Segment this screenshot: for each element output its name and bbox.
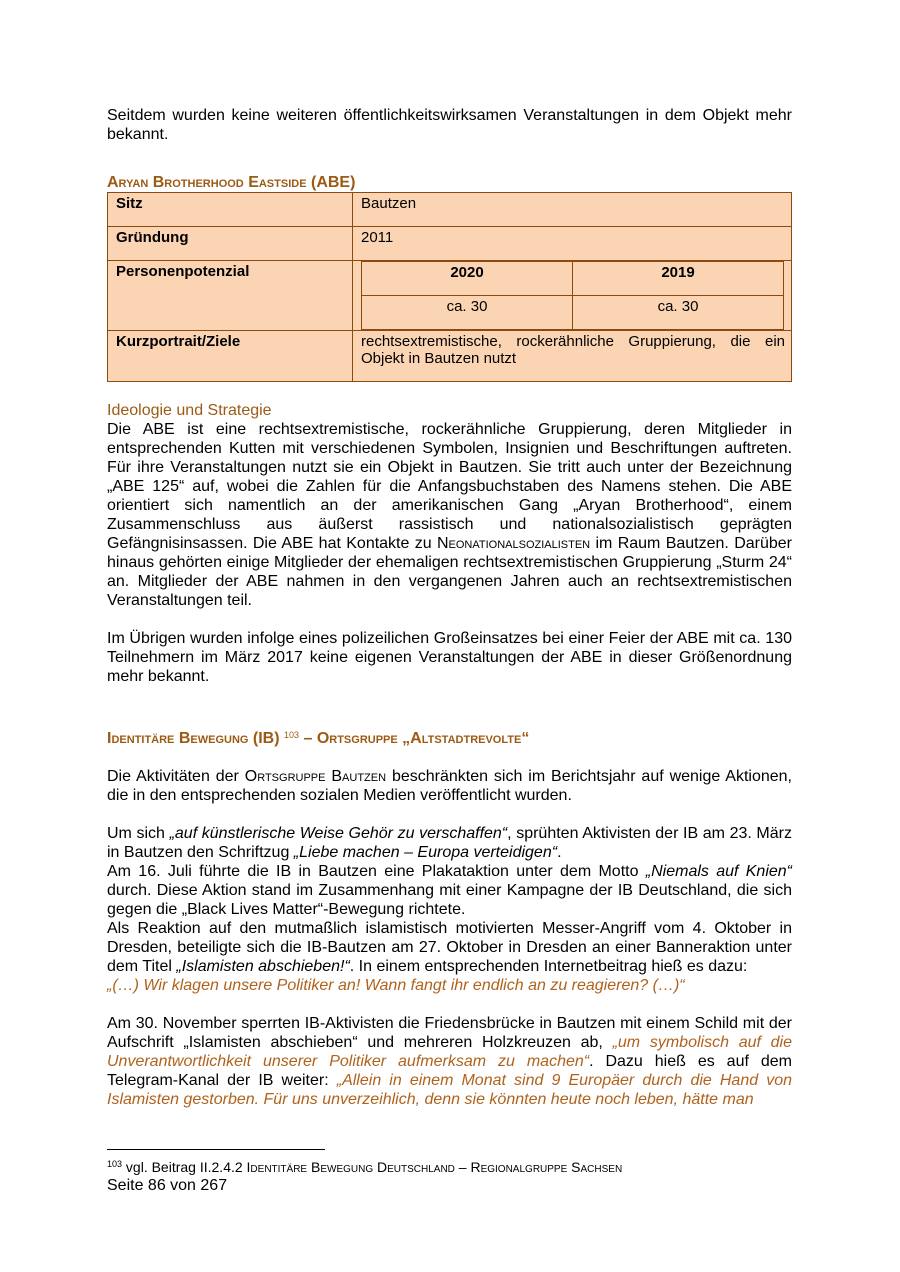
footnote-ref[interactable]: 103	[284, 730, 300, 740]
footnote: $^{103}$ vgl. Beitrag II.2.4.2 Identitäre Bewegung Deutschland – Regionalgruppe Sachsen	[107, 1159, 623, 1175]
personenpotenzial-label: Personenpotenzial	[108, 261, 353, 331]
table-row	[108, 227, 792, 261]
gruendung-value: 2011	[353, 227, 792, 261]
year-2020-header: 2020	[362, 262, 573, 296]
ib-paragraph-2: Um sich „auf künstlerische Weise Gehör zu verschaffen“, sprühten Aktivisten der IB am 23. März in Bautzen den Schriftzug „Liebe machen – Europa verteidigen“.	[107, 825, 792, 861]
footnote-divider	[107, 1149, 325, 1150]
intro-paragraph: Seitdem wurden keine weiteren öffentlichkeitswirksamen Veranstaltungen in dem Objekt mehr bekannt.	[107, 107, 792, 143]
sitz-value: Bautzen	[353, 193, 792, 227]
table-row	[108, 261, 792, 331]
value-2020: ca. 30	[362, 296, 573, 330]
ideologie-subheading: Ideologie und Strategie	[107, 402, 272, 419]
abe-paragraph-1: Die ABE ist eine rechtsextremistische, rockerähnliche Gruppierung, deren Mitglieder in entsprechenden Kutten mit verschiedenen Symbolen, Insignien und Beschriftungen auftreten. Für ihre Veranstaltungen nutzt sie ein Objekt in Bautzen. Sie tritt auch unter der Bezeichnung „ABE 125“ auf, wobei die Zahlen für die Anfangsbuchstaben des Namens stehen. Die ABE orientiert sich namentlich an der amerikanischen Gang „Aryan Brotherhood“, einem Zusammenschluss aus äußerst rassistisch und nationalsozialistisch geprägten Gefängnisinsassen. Die ABE hat Kontakte zu Neonationalsozialisten im Raum Bautzen. Darüber hinaus gehörten einige Mitglieder der ehemaligen rechtsextremistischen Gruppierung „Sturm 24“ an. Mitglieder der ABE nahmen in den vergangenen Jahren auch an rechtsextremistischen Veranstaltungen teil.	[107, 421, 792, 609]
ib-paragraph-3: Am 16. Juli führte die IB in Bautzen eine Plakataktion unter dem Motto „Niemals auf Knien“ durch. Diese Aktion stand im Zusammenhang mit einer Kampagne der IB Deutschland, die sich gegen die „Black Lives Matter“-Bewegung richtete.	[107, 863, 792, 918]
abe-heading: Aryan Brotherhood Eastside (ABE)	[107, 174, 356, 191]
gruendung-label: Gründung	[108, 227, 353, 261]
personenpotenzial-table	[361, 261, 784, 330]
sitz-label: Sitz	[108, 193, 353, 227]
kurzportrait-label: Kurzportrait/Ziele	[108, 331, 353, 382]
table-row	[108, 331, 792, 382]
document-page	[107, 106, 792, 1195]
value-2019: ca. 30	[573, 296, 784, 330]
abe-paragraph-2: Im Übrigen wurden infolge eines polizeilichen Großeinsatzes bei einer Feier der ABE mit ca. 130 Teilnehmern im März 2017 keine eigenen Veranstaltungen der ABE in dieser Größenordnung mehr bekannt.	[107, 630, 792, 685]
kurzportrait-value: rechtsextremistische, rockerähnliche Gruppierung, die ein Objekt in Bautzen nutzt	[353, 331, 792, 382]
personenpotenzial-cell	[353, 261, 792, 331]
ib-paragraph-1: Die Aktivitäten der Ortsgruppe Bautzen beschränkten sich im Berichtsjahr auf wenige Aktionen, die in den entsprechenden sozialen Medien veröffentlicht wurden.	[107, 768, 792, 804]
page-number: Seite 86 von 267	[107, 1177, 228, 1194]
ib-paragraph-5: Am 30. November sperrten IB-Aktivisten die Friedensbrücke in Bautzen mit einem Schild mit der Aufschrift „Islamisten abschieben“ und mehreren Holzkreuzen ab, „um symbolisch auf die Unverantwortlichkeit unserer Politiker aufmerksam zu machen“. Dazu hieß es auf dem Telegram-Kanal der IB weiter: „Allein in einem Monat sind 9 Europäer durch die Hand von Islamisten gestorben. Für uns unverzeihlich, denn sie könnten heute noch leben, hätte man	[107, 1015, 793, 1108]
ib-quote: „(…) Wir klagen unsere Politiker an! Wann fangt ihr endlich an zu reagieren? (…)“	[107, 977, 685, 994]
abe-info-table	[107, 192, 792, 382]
ib-paragraph-4: Als Reaktion auf den mutmaßlich islamistisch motivierten Messer-Angriff vom 4. Oktober in Dresden, beteiligte sich die IB-Bautzen am 27. Oktober in Dresden an einer Banneraktion unter dem Titel „Islamisten abschieben!“. In einem entsprechenden Internetbeitrag hieß es dazu:	[107, 920, 792, 975]
table-row	[108, 193, 792, 227]
year-2019-header: 2019	[573, 262, 784, 296]
ib-heading: Identitäre Bewegung (IB) $^{103}$ – Ortsgruppe „Altstadtrevolte“	[107, 730, 530, 747]
